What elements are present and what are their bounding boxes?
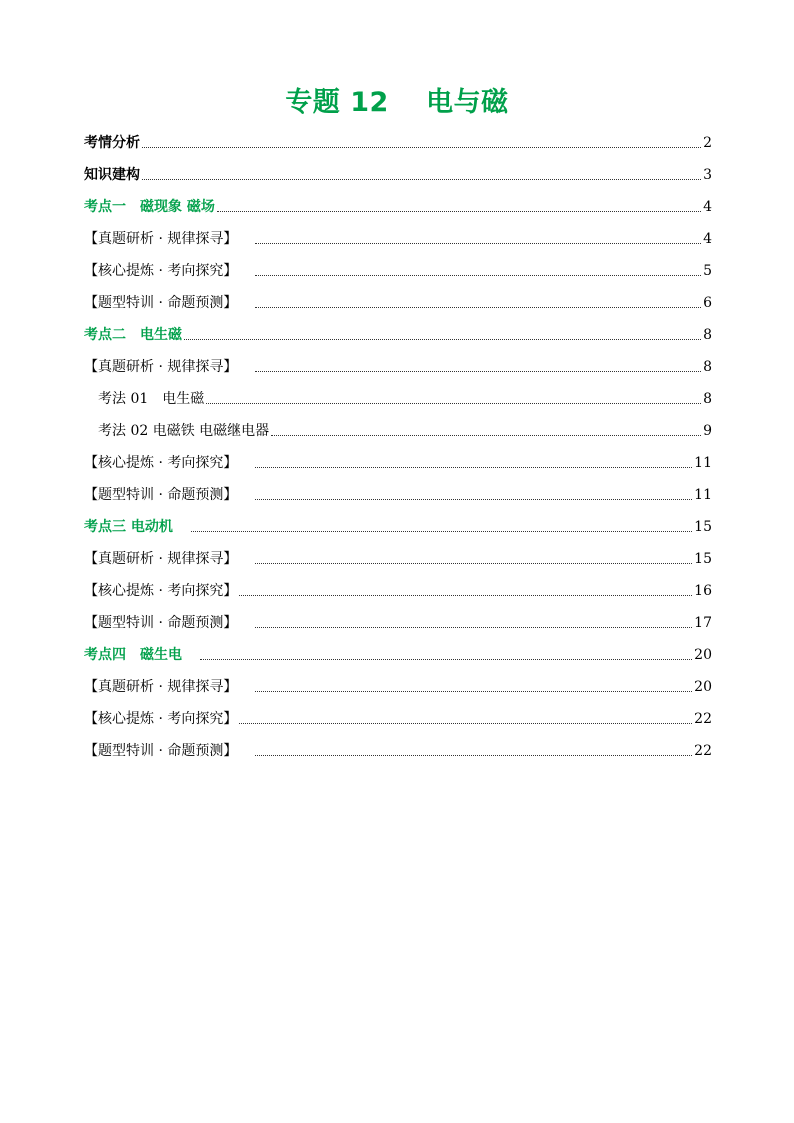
toc-dot-leader bbox=[255, 691, 692, 692]
toc-dot-leader bbox=[255, 307, 701, 308]
toc-dot-leader bbox=[191, 531, 692, 532]
toc-entry-page-number: 5 bbox=[703, 263, 712, 279]
toc-dot-leader bbox=[239, 723, 692, 724]
toc-entry-page-number: 17 bbox=[694, 615, 712, 631]
toc-entry-label: 【题型特训 · 命题预测】 bbox=[84, 615, 238, 631]
toc-dot-leader bbox=[255, 499, 692, 500]
toc-dot-leader bbox=[255, 563, 692, 564]
toc-entry-page-number: 15 bbox=[694, 551, 712, 567]
toc-entry[interactable] bbox=[84, 316, 712, 348]
toc-entry[interactable] bbox=[84, 220, 712, 252]
toc-entry-label: 考点三 电动机 bbox=[84, 519, 173, 535]
toc-entry-page-number: 8 bbox=[703, 359, 712, 375]
toc-dot-leader bbox=[206, 403, 701, 404]
toc-entry-label: 【核心提炼 · 考向探究】 bbox=[84, 583, 238, 599]
toc-entry[interactable] bbox=[84, 540, 712, 572]
toc-entry-label: 考情分析 bbox=[84, 135, 140, 151]
toc-entry-page-number: 6 bbox=[703, 295, 712, 311]
toc-entry-label: 【真题研析 · 规律探寻】 bbox=[84, 679, 238, 695]
toc-dot-leader bbox=[255, 275, 701, 276]
toc-entry[interactable] bbox=[84, 444, 712, 476]
document-title: 专题 12 电与磁 bbox=[285, 87, 509, 118]
toc-entry-page-number: 4 bbox=[703, 199, 712, 215]
toc-entry[interactable] bbox=[84, 252, 712, 284]
toc-dot-leader bbox=[271, 435, 701, 436]
toc-entry-label: 【真题研析 · 规律探寻】 bbox=[84, 359, 238, 375]
toc-dot-leader bbox=[184, 339, 701, 340]
toc-dot-leader bbox=[255, 243, 701, 244]
toc-entry-page-number: 20 bbox=[694, 647, 712, 663]
toc-entry[interactable] bbox=[84, 508, 712, 540]
toc-entry-label: 知识建构 bbox=[84, 167, 140, 183]
toc-entry[interactable] bbox=[84, 668, 712, 700]
toc-entry[interactable] bbox=[84, 412, 712, 444]
toc-entry-page-number: 3 bbox=[703, 167, 712, 183]
toc-entry[interactable] bbox=[84, 732, 712, 764]
toc-entry[interactable] bbox=[84, 636, 712, 668]
toc-entry[interactable] bbox=[84, 572, 712, 604]
toc-entry[interactable] bbox=[84, 380, 712, 412]
toc-dot-leader bbox=[200, 659, 692, 660]
toc-entry-label: 【真题研析 · 规律探寻】 bbox=[84, 551, 238, 567]
toc-entry-page-number: 8 bbox=[703, 391, 712, 407]
toc-dot-leader bbox=[255, 627, 692, 628]
toc-dot-leader bbox=[255, 755, 692, 756]
toc-entry-page-number: 22 bbox=[694, 711, 712, 727]
toc-dot-leader bbox=[217, 211, 701, 212]
toc-entry-label: 【核心提炼 · 考向探究】 bbox=[84, 711, 238, 727]
toc-entry-label: 考法 02 电磁铁 电磁继电器 bbox=[98, 423, 270, 439]
toc-entry-page-number: 20 bbox=[694, 679, 712, 695]
toc-dot-leader bbox=[142, 179, 701, 180]
toc-entry-label: 【题型特训 · 命题预测】 bbox=[84, 295, 238, 311]
toc-entry-page-number: 11 bbox=[694, 455, 712, 471]
toc-dot-leader bbox=[142, 147, 701, 148]
table-of-contents bbox=[84, 124, 712, 764]
toc-entry[interactable] bbox=[84, 476, 712, 508]
toc-entry-page-number: 16 bbox=[694, 583, 712, 599]
toc-entry-label: 【题型特训 · 命题预测】 bbox=[84, 743, 238, 759]
toc-entry-page-number: 8 bbox=[703, 327, 712, 343]
toc-entry[interactable] bbox=[84, 284, 712, 316]
toc-entry-page-number: 2 bbox=[703, 135, 712, 151]
toc-entry-page-number: 22 bbox=[694, 743, 712, 759]
toc-entry[interactable] bbox=[84, 188, 712, 220]
toc-entry-label: 考点四 磁生电 bbox=[84, 647, 182, 663]
toc-entry-page-number: 4 bbox=[703, 231, 712, 247]
toc-dot-leader bbox=[255, 467, 692, 468]
toc-entry-label: 【核心提炼 · 考向探究】 bbox=[84, 455, 238, 471]
toc-entry-page-number: 9 bbox=[703, 423, 712, 439]
toc-dot-leader bbox=[239, 595, 692, 596]
toc-entry-page-number: 11 bbox=[694, 487, 712, 503]
toc-entry-label: 【真题研析 · 规律探寻】 bbox=[84, 231, 238, 247]
toc-entry-label: 考法 01 电生磁 bbox=[98, 391, 205, 407]
toc-entry[interactable] bbox=[84, 604, 712, 636]
toc-entry-label: 考点一 磁现象 磁场 bbox=[84, 199, 215, 215]
toc-entry-page-number: 15 bbox=[694, 519, 712, 535]
toc-entry-label: 【核心提炼 · 考向探究】 bbox=[84, 263, 238, 279]
toc-entry[interactable] bbox=[84, 348, 712, 380]
toc-entry[interactable] bbox=[84, 700, 712, 732]
toc-entry[interactable] bbox=[84, 156, 712, 188]
toc-dot-leader bbox=[255, 371, 701, 372]
toc-entry[interactable] bbox=[84, 124, 712, 156]
toc-entry-label: 考点二 电生磁 bbox=[84, 327, 182, 343]
toc-entry-label: 【题型特训 · 命题预测】 bbox=[84, 487, 238, 503]
